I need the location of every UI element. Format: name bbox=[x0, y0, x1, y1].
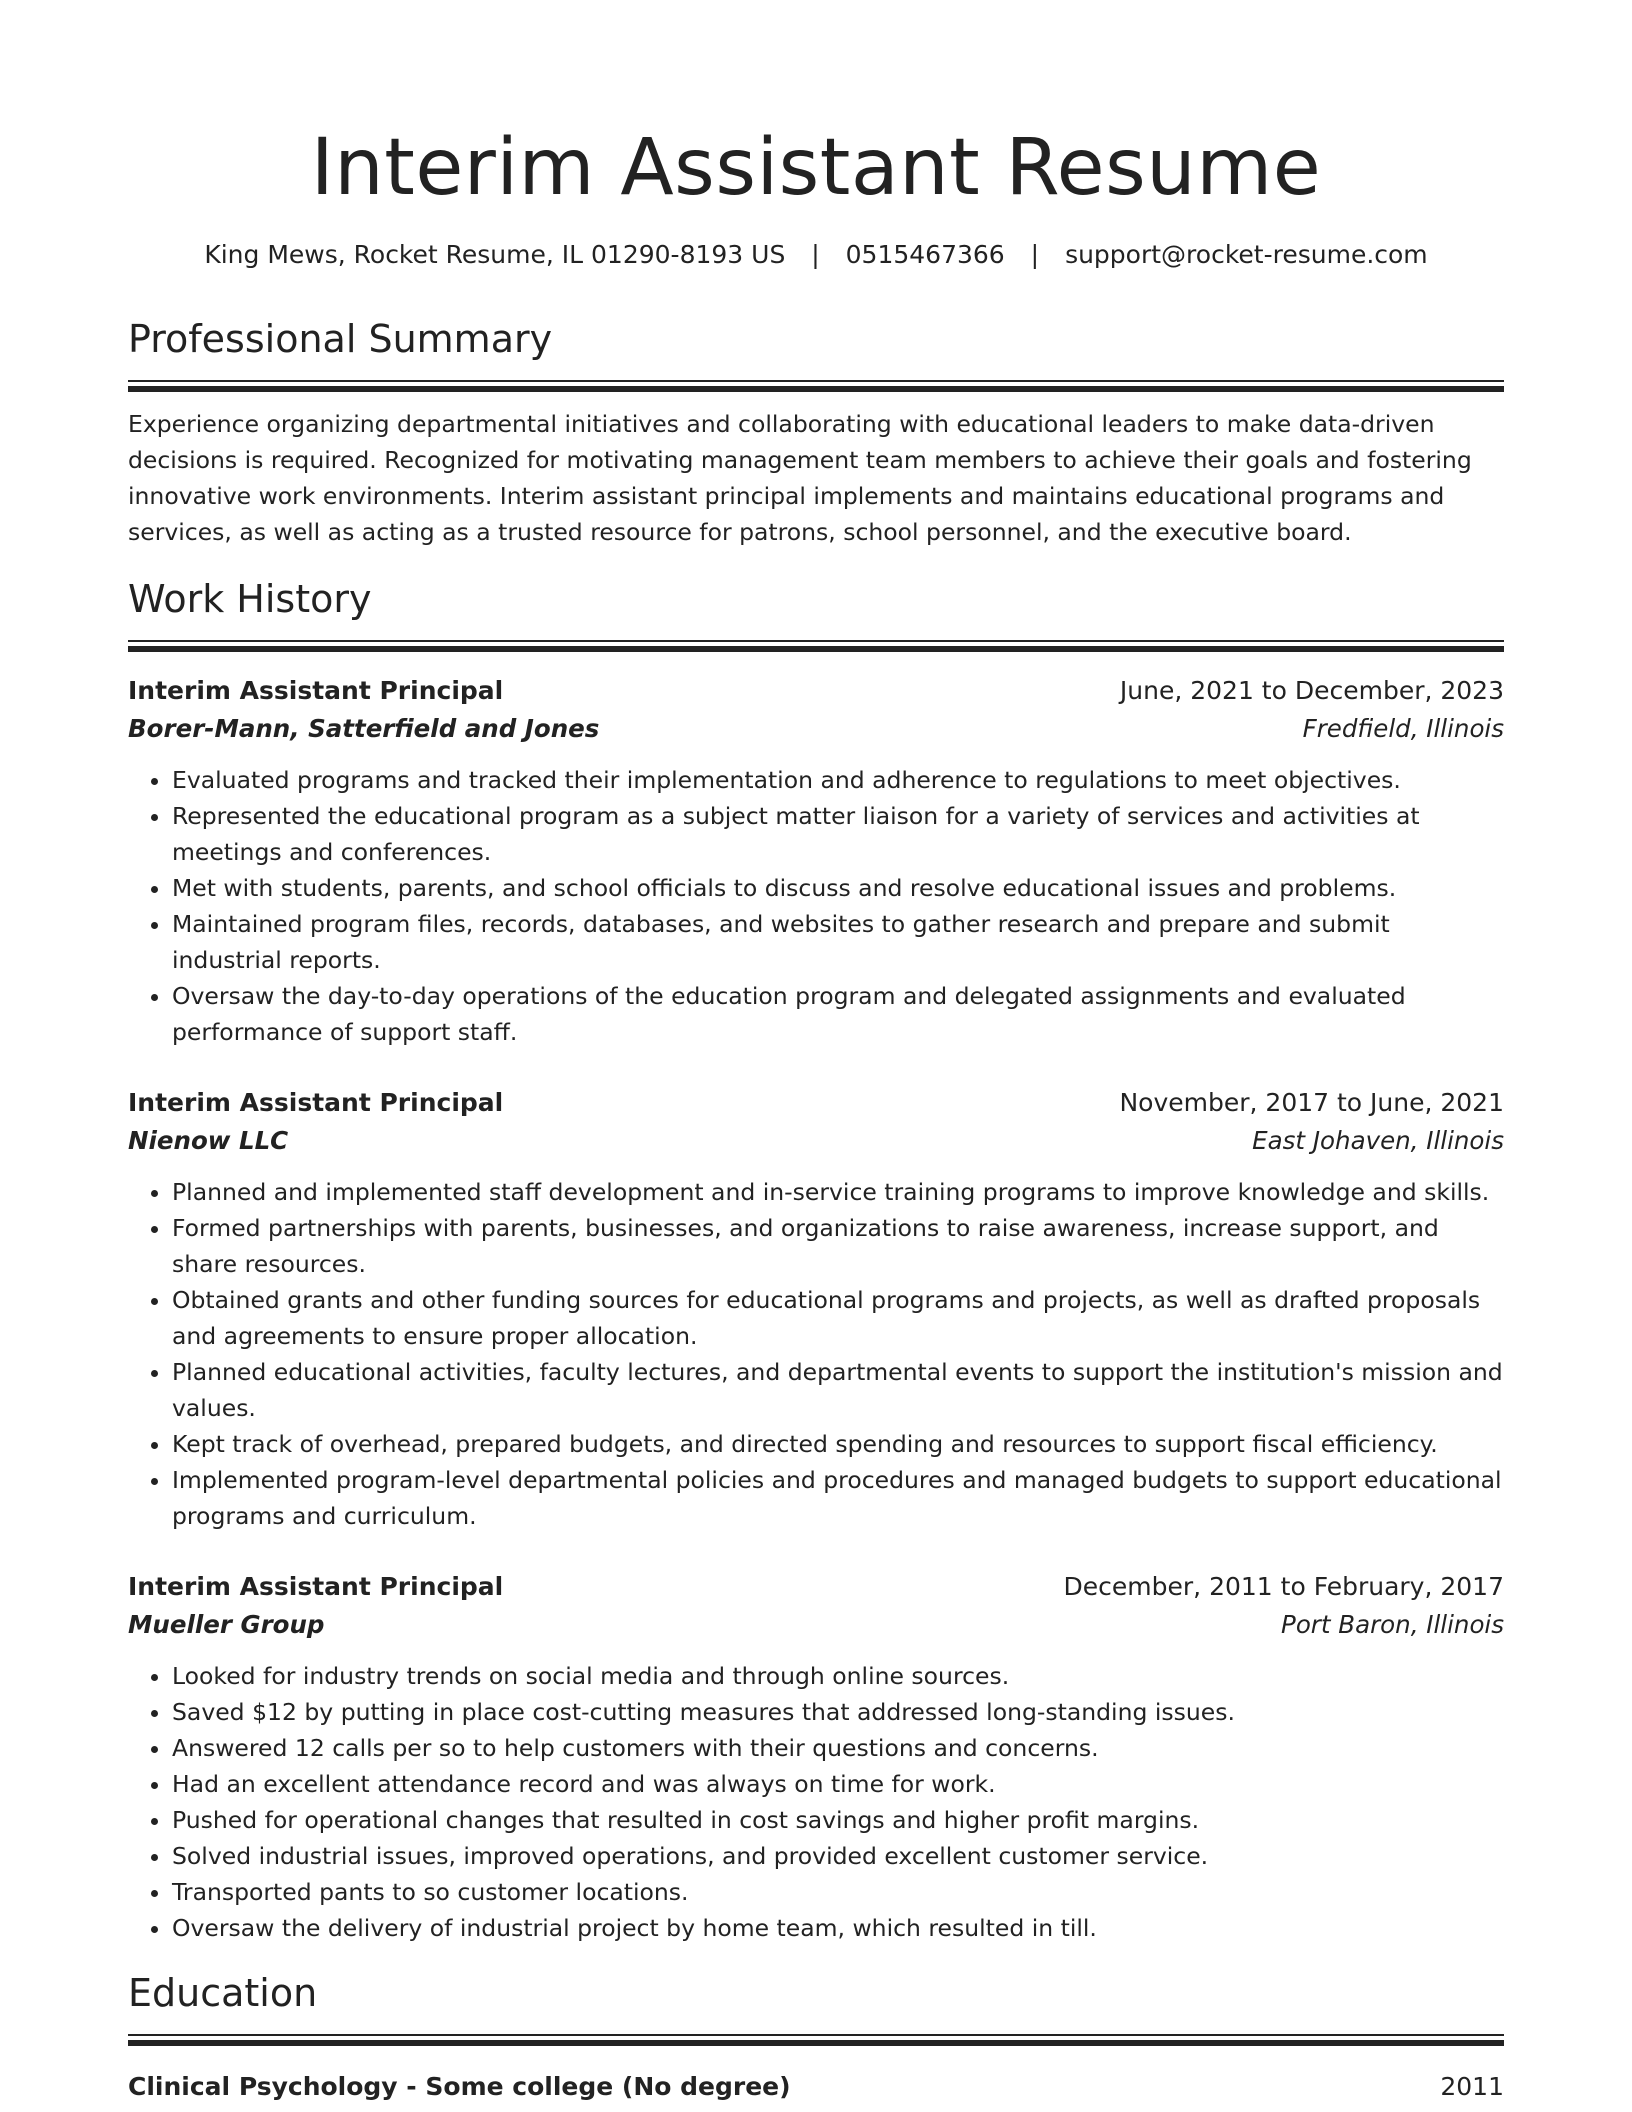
list-item: • Oversaw the delivery of industrial project by home team, which resulted in till. bbox=[172, 1910, 1504, 1946]
list-item: • Saved $12 by putting in place cost-cutting measures that addressed long-standing issues. bbox=[172, 1694, 1504, 1730]
job-company: Nienow LLC bbox=[128, 1126, 289, 1155]
contact-line bbox=[128, 238, 1504, 272]
job-title: Interim Assistant Principal bbox=[128, 676, 504, 705]
list-item: • Transported pants to so customer locations. bbox=[172, 1874, 1504, 1910]
list-item: • Implemented program-level departmental policies and procedures and managed budgets to support educational programs and curriculum. bbox=[172, 1462, 1504, 1534]
section-divider bbox=[128, 380, 1504, 392]
section-title-work: Work History bbox=[128, 577, 372, 621]
job-location: Port Baron, Illinois bbox=[1281, 1610, 1504, 1639]
job-location: Fredfield, Illinois bbox=[1302, 714, 1504, 743]
list-item: • Planned and implemented staff development and in-service training programs to improve knowledge and skills. bbox=[172, 1174, 1504, 1210]
contact-phone: 0515467366 bbox=[845, 240, 1005, 269]
section-divider bbox=[128, 2034, 1504, 2046]
education-year: 2011 bbox=[1440, 2072, 1504, 2101]
list-item: • Looked for industry trends on social media and through online sources. bbox=[172, 1658, 1504, 1694]
contact-separator: | bbox=[811, 240, 820, 269]
section-title-summary: Professional Summary bbox=[128, 317, 553, 361]
list-item: • Formed partnerships with parents, businesses, and organizations to raise awareness, increase support, and share resources. bbox=[172, 1210, 1504, 1282]
list-item: • Answered 12 calls per so to help customers with their questions and concerns. bbox=[172, 1730, 1504, 1766]
list-item: • Maintained program files, records, databases, and websites to gather research and prepare and submit industrial reports. bbox=[172, 906, 1504, 978]
list-item: • Pushed for operational changes that resulted in cost savings and higher profit margins. bbox=[172, 1802, 1504, 1838]
job-title: Interim Assistant Principal bbox=[128, 1572, 504, 1601]
job-entry bbox=[128, 1084, 1504, 1534]
job-bullets bbox=[128, 1658, 1504, 1946]
summary-text: Experience organizing departmental initiatives and collaborating with educational leaders to make data-driven decisions is required. Recognized for motivating management team members to achieve their goals and fostering innovative work environments. Interim assistant principal implements and maintains educational programs and services, as well as acting as a trusted resource for patrons, school personnel, and the executive board. bbox=[128, 410, 1472, 546]
job-dates: November, 2017 to June, 2021 bbox=[1119, 1088, 1504, 1117]
job-bullets bbox=[128, 1174, 1504, 1534]
job-entry bbox=[128, 672, 1504, 1050]
contact-email: support@rocket-resume.com bbox=[1065, 240, 1428, 269]
job-company: Borer-Mann, Satterfield and Jones bbox=[128, 714, 600, 743]
list-item: • Had an excellent attendance record and was always on time for work. bbox=[172, 1766, 1504, 1802]
list-item: • Met with students, parents, and school officials to discuss and resolve educational issues and problems. bbox=[172, 870, 1504, 906]
job-title: Interim Assistant Principal bbox=[128, 1088, 504, 1117]
education-section bbox=[128, 1968, 1504, 2106]
list-item: • Evaluated programs and tracked their implementation and adherence to regulations to meet objectives. bbox=[172, 762, 1504, 798]
list-item: • Solved industrial issues, improved operations, and provided excellent customer service. bbox=[172, 1838, 1504, 1874]
job-dates: June, 2021 to December, 2023 bbox=[1119, 676, 1504, 705]
list-item: • Obtained grants and other funding sources for educational programs and projects, as well as drafted proposals and agreements to ensure proper allocation. bbox=[172, 1282, 1504, 1354]
education-entry bbox=[128, 2068, 1504, 2106]
job-dates: December, 2011 to February, 2017 bbox=[1063, 1572, 1504, 1601]
job-location: East Johaven, Illinois bbox=[1252, 1126, 1504, 1155]
professional-summary-section bbox=[128, 314, 1504, 550]
job-bullets bbox=[128, 762, 1504, 1050]
resume-title: Interim Assistant Resume bbox=[310, 123, 1322, 213]
contact-address: King Mews, Rocket Resume, IL 01290-8193 US bbox=[204, 240, 786, 269]
list-item: • Oversaw the day-to-day operations of the education program and delegated assignments and evaluated performance of support staff. bbox=[172, 978, 1504, 1050]
contact-separator: | bbox=[1030, 240, 1040, 269]
list-item: • Represented the educational program as a subject matter liaison for a variety of services and activities at meetings and conferences. bbox=[172, 798, 1504, 870]
section-divider bbox=[128, 640, 1504, 652]
job-company: Mueller Group bbox=[128, 1610, 325, 1639]
job-entry bbox=[128, 1568, 1504, 1946]
list-item: • Planned educational activities, faculty lectures, and departmental events to support the institution's mission and values. bbox=[172, 1354, 1504, 1426]
list-item: • Kept track of overhead, prepared budgets, and directed spending and resources to support fiscal efficiency. bbox=[172, 1426, 1504, 1462]
education-degree: Clinical Psychology - Some college (No degree) bbox=[128, 2072, 791, 2101]
work-history-section bbox=[128, 574, 1504, 1946]
section-title-education: Education bbox=[128, 1971, 318, 2015]
